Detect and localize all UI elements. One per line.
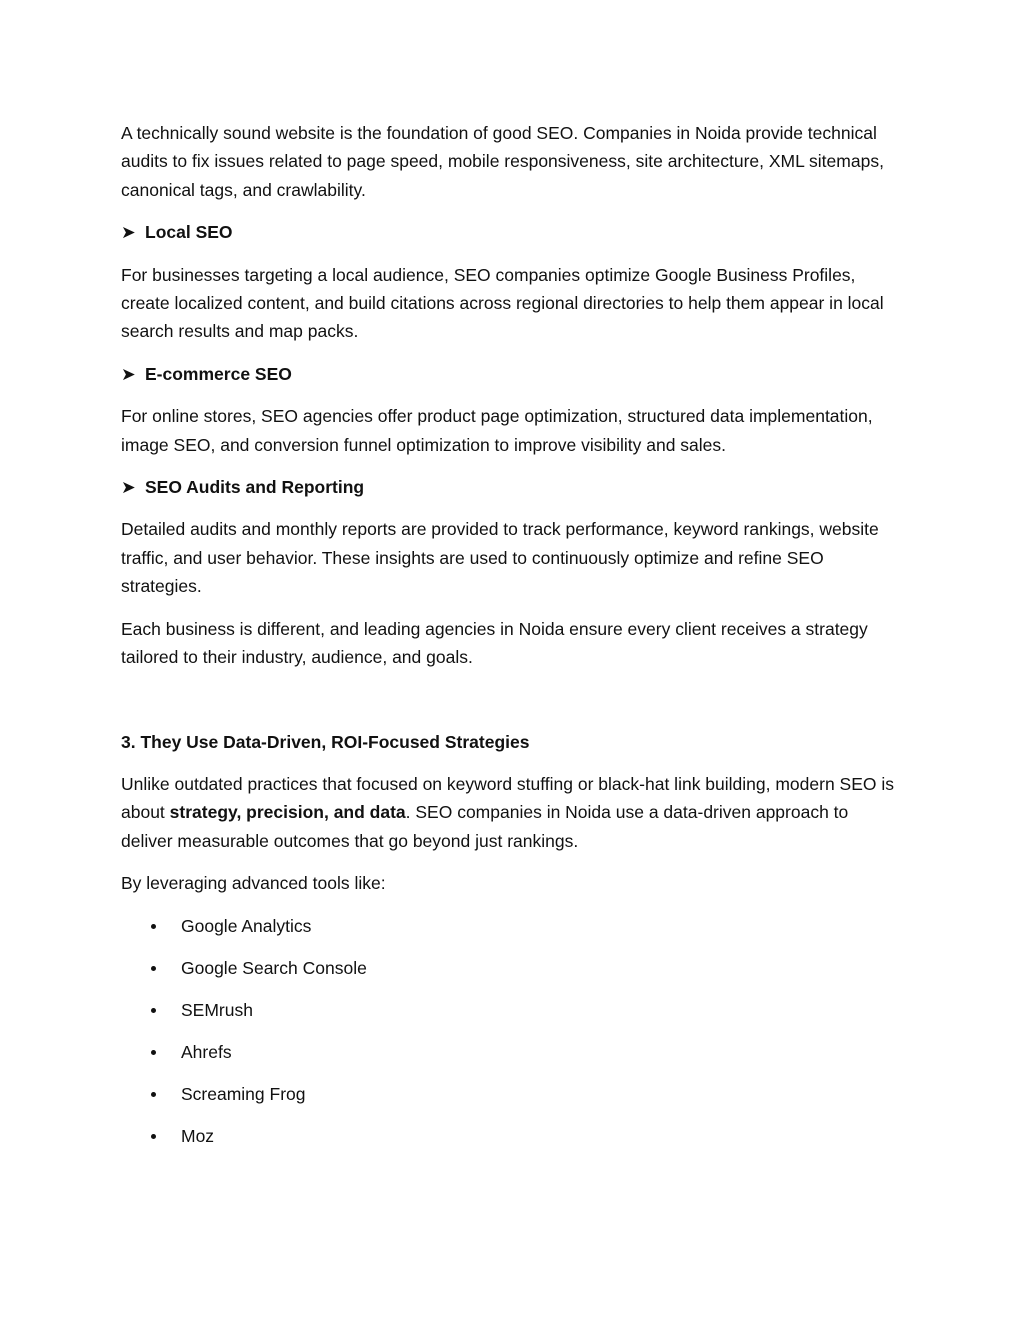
bullet-dot-icon xyxy=(151,1134,156,1139)
tailored-strategy-paragraph: Each business is different, and leading agencies in Noida ensure every client receives a strategy tailored to their industry, audience, and goals. xyxy=(121,618,868,668)
list-item xyxy=(121,1038,903,1066)
bullet-dot-icon xyxy=(151,1050,156,1055)
seo-audits-heading xyxy=(121,473,903,501)
tool-name: Moz xyxy=(181,1125,215,1146)
seo-audits-paragraph: Detailed audits and monthly reports are provided to track performance, keyword rankings, website traffic, and user behavior. These insights are used to continuously optimize and refine SEO strategies. xyxy=(121,519,879,597)
local-seo-heading xyxy=(121,218,903,246)
bullet-dot-icon xyxy=(151,1008,156,1013)
tool-name: SEMrush xyxy=(181,999,253,1020)
list-item xyxy=(121,912,903,940)
tool-name: Google Search Console xyxy=(181,957,367,978)
bullet-dot-icon xyxy=(151,966,156,971)
technical-seo-paragraph: A technically sound website is the foundation of good SEO. Companies in Noida provide technical audits to fix issues related to page speed, mobile responsiveness, site architecture, XML sitemaps, canonical tags, and crawlability. xyxy=(121,123,884,200)
list-item xyxy=(121,954,903,982)
tool-name: Screaming Frog xyxy=(181,1083,306,1104)
arrow-bullet-icon: ➤ xyxy=(121,363,136,384)
ecommerce-seo-heading-text: E-commerce SEO xyxy=(145,363,292,384)
intro-text-after: . SEO companies in Noida use a data-driven approach to deliver measurable outcomes that go beyond just rankings. xyxy=(121,802,849,851)
bullet-dot-icon xyxy=(151,1092,156,1097)
tool-name: Ahrefs xyxy=(181,1041,232,1062)
intro-bold-text: strategy, precision, and data xyxy=(169,802,406,823)
local-seo-heading-text: Local SEO xyxy=(145,222,233,243)
seo-audits-heading-text: SEO Audits and Reporting xyxy=(145,477,365,498)
tool-name: Google Analytics xyxy=(181,915,312,936)
list-item xyxy=(121,1080,903,1108)
local-seo-paragraph: For businesses targeting a local audience, SEO companies optimize Google Business Profiles, create localized content, and build citations across regional directories to help them appear in local search results and map packs. xyxy=(121,264,884,342)
intro-text-before: Unlike outdated practices that focused on keyword stuffing or black-hat link building, modern SEO is about xyxy=(121,773,895,823)
arrow-bullet-icon: ➤ xyxy=(121,222,136,243)
list-item xyxy=(121,996,903,1024)
section-3-title: 3. They Use Data-Driven, ROI-Focused Strategies xyxy=(121,731,530,752)
ecommerce-seo-heading xyxy=(121,360,903,388)
bullet-dot-icon xyxy=(151,924,156,929)
list-item xyxy=(121,1122,903,1150)
tools-list xyxy=(121,912,903,1150)
section-3-intro-paragraph xyxy=(121,770,903,855)
tools-lead-text: By leveraging advanced tools like: xyxy=(121,873,386,894)
document-page xyxy=(121,119,903,1164)
ecommerce-seo-paragraph: For online stores, SEO agencies offer product page optimization, structured data implementation, image SEO, and conversion funnel optimization to improve visibility and sales. xyxy=(121,406,873,455)
arrow-bullet-icon: ➤ xyxy=(121,477,136,498)
